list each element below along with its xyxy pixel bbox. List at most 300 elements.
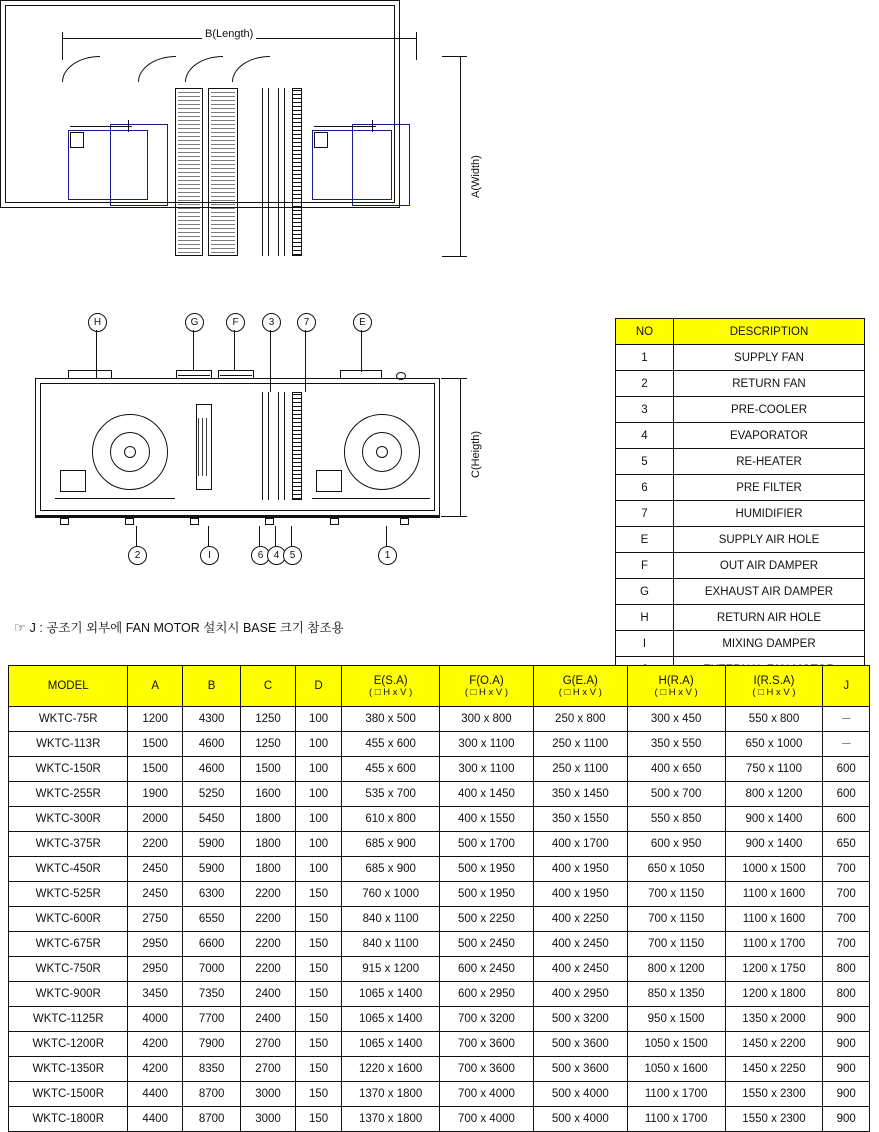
table-row — [9, 1007, 870, 1032]
spec-table — [8, 665, 870, 1132]
callout-G-leader — [193, 330, 194, 370]
legend-table — [615, 318, 865, 683]
cell-i: 1350 x 2000 — [725, 1007, 823, 1032]
table-row — [9, 1057, 870, 1082]
cell-model: WKTC-300R — [9, 807, 128, 832]
legend-desc: RETURN AIR HOLE — [674, 605, 865, 631]
legend-desc: HUMIDIFIER — [674, 501, 865, 527]
footnote-text: J : 공조기 외부에 FAN MOTOR 설치시 BASE 크기 참조용 — [29, 621, 344, 635]
humidifier-elev-hatch — [293, 393, 301, 499]
spec-col-d — [295, 666, 342, 707]
cell-d: 100 — [295, 757, 342, 782]
coil-line — [262, 392, 263, 500]
cell-f: 400 x 1450 — [440, 782, 534, 807]
table-row — [9, 957, 870, 982]
cell-j: 700 — [823, 932, 870, 957]
cell-g: 400 x 1950 — [533, 857, 627, 882]
cell-c: 2200 — [241, 957, 295, 982]
cell-d: 150 — [295, 982, 342, 1007]
legend-no: E — [616, 527, 674, 553]
callout-6: 6 — [251, 546, 270, 565]
legend-no: F — [616, 553, 674, 579]
table-row — [9, 932, 870, 957]
col-head-main: D — [314, 680, 323, 692]
table-row — [9, 1107, 870, 1132]
cell-b: 5450 — [182, 807, 240, 832]
cell-i: 650 x 1000 — [725, 732, 823, 757]
cell-b: 4600 — [182, 757, 240, 782]
cell-f: 700 x 4000 — [440, 1107, 534, 1132]
cell-a: 2450 — [128, 882, 182, 907]
cell-model: WKTC-1200R — [9, 1032, 128, 1057]
cell-h: 400 x 650 — [627, 757, 725, 782]
cell-f: 500 x 2250 — [440, 907, 534, 932]
cell-model: WKTC-375R — [9, 832, 128, 857]
table-row — [9, 1082, 870, 1107]
legend-desc: EXHAUST AIR DAMPER — [674, 579, 865, 605]
spec-col-h — [627, 666, 725, 707]
legend-desc: OUT AIR DAMPER — [674, 553, 865, 579]
table-row — [9, 757, 870, 782]
cell-model: WKTC-113R — [9, 732, 128, 757]
cell-c: 3000 — [241, 1082, 295, 1107]
cell-c: 1800 — [241, 857, 295, 882]
cell-i: 1450 x 2250 — [725, 1057, 823, 1082]
legend-desc: SUPPLY FAN — [674, 345, 865, 371]
cell-a: 1200 — [128, 707, 182, 732]
cell-e: 1065 x 1400 — [342, 1007, 440, 1032]
cell-g: 350 x 1450 — [533, 782, 627, 807]
callout-4-leader — [275, 526, 276, 546]
spec-col-g — [533, 666, 627, 707]
callout-E: E — [353, 313, 372, 332]
dim-height-ext-bottom — [441, 516, 454, 517]
legend-no: 1 — [616, 345, 674, 371]
callout-4: 4 — [267, 546, 286, 565]
callout-I: I — [200, 546, 219, 565]
legend-row — [616, 345, 865, 371]
spec-col-a — [128, 666, 182, 707]
cell-model: WKTC-525R — [9, 882, 128, 907]
col-head-main: G(E.A) — [562, 674, 598, 687]
cell-model: WKTC-450R — [9, 857, 128, 882]
cell-e: 760 x 1000 — [342, 882, 440, 907]
legend-desc: EVAPORATOR — [674, 423, 865, 449]
cell-g: 250 x 1100 — [533, 732, 627, 757]
legend-no: 6 — [616, 475, 674, 501]
supply-fan-base — [312, 498, 430, 499]
cell-b: 7000 — [182, 957, 240, 982]
cell-e: 1370 x 1800 — [342, 1107, 440, 1132]
cell-c: 2200 — [241, 907, 295, 932]
cell-model: WKTC-900R — [9, 982, 128, 1007]
cell-a: 1500 — [128, 732, 182, 757]
spec-col-model — [9, 666, 128, 707]
cell-j: 800 — [823, 982, 870, 1007]
cell-g: 250 x 800 — [533, 707, 627, 732]
cell-b: 7700 — [182, 1007, 240, 1032]
cell-c: 2200 — [241, 932, 295, 957]
cell-h: 1050 x 1600 — [627, 1057, 725, 1082]
partition-line — [284, 88, 285, 256]
dim-length-label: B(Length) — [202, 28, 256, 40]
col-head-sub: ( □ H x V ) — [654, 686, 698, 698]
cell-e: 1370 x 1800 — [342, 1082, 440, 1107]
legend-row — [616, 501, 865, 527]
spec-col-c — [241, 666, 295, 707]
legend-no: 3 — [616, 397, 674, 423]
legend-no: 4 — [616, 423, 674, 449]
legend-no: H — [616, 605, 674, 631]
cell-d: 150 — [295, 1057, 342, 1082]
cell-b: 6550 — [182, 907, 240, 932]
spec-col-j — [823, 666, 870, 707]
cell-j: 900 — [823, 1057, 870, 1082]
supply-fan-motor — [314, 132, 328, 148]
cell-j: 700 — [823, 882, 870, 907]
cell-d: 150 — [295, 932, 342, 957]
cell-model: WKTC-1350R — [9, 1057, 128, 1082]
cell-d: 150 — [295, 882, 342, 907]
cell-a: 2950 — [128, 957, 182, 982]
cell-h: 650 x 1050 — [627, 857, 725, 882]
cell-c: 1800 — [241, 807, 295, 832]
callout-I-leader — [208, 526, 209, 546]
cell-i: 1100 x 1600 — [725, 907, 823, 932]
cell-model: WKTC-1500R — [9, 1082, 128, 1107]
spec-table-body — [9, 707, 870, 1132]
legend-desc: MIXING DAMPER — [674, 631, 865, 657]
cell-h: 300 x 450 — [627, 707, 725, 732]
cell-a: 4200 — [128, 1032, 182, 1057]
cell-g: 400 x 2250 — [533, 907, 627, 932]
cell-g: 400 x 2450 — [533, 932, 627, 957]
dim-ext-right — [416, 44, 417, 60]
cell-j: 800 — [823, 957, 870, 982]
col-head-sub: ( □ H x V ) — [752, 686, 796, 698]
cell-j: 900 — [823, 1082, 870, 1107]
cell-e: 1065 x 1400 — [342, 982, 440, 1007]
base-foot — [60, 518, 69, 525]
coil-line — [268, 392, 269, 500]
supply-fan-mount — [372, 120, 373, 132]
cell-a: 1500 — [128, 757, 182, 782]
base-foot — [190, 518, 199, 525]
table-row — [9, 732, 870, 757]
cell-f: 700 x 4000 — [440, 1082, 534, 1107]
cell-b: 8700 — [182, 1107, 240, 1132]
legend-row — [616, 605, 865, 631]
cell-g: 400 x 2450 — [533, 957, 627, 982]
cell-f: 300 x 1100 — [440, 757, 534, 782]
legend-row — [616, 475, 865, 501]
cell-c: 1250 — [241, 707, 295, 732]
legend-row — [616, 449, 865, 475]
spec-header-row — [9, 666, 870, 707]
cell-f: 500 x 2450 — [440, 932, 534, 957]
cell-g: 250 x 1100 — [533, 757, 627, 782]
pointing-hand-icon: ☞ — [14, 620, 26, 635]
cell-f: 300 x 800 — [440, 707, 534, 732]
return-fan-base — [55, 498, 175, 499]
supply-fan-shaft — [314, 126, 376, 127]
cell-g: 500 x 3600 — [533, 1032, 627, 1057]
cell-g: 350 x 1550 — [533, 807, 627, 832]
legend-row — [616, 579, 865, 605]
return-fan-mount — [128, 120, 129, 132]
cell-b: 4300 — [182, 707, 240, 732]
legend-no: 2 — [616, 371, 674, 397]
cell-e: 455 x 600 — [342, 757, 440, 782]
cell-model: WKTC-75R — [9, 707, 128, 732]
cell-j: 600 — [823, 782, 870, 807]
base-foot — [265, 518, 274, 525]
cell-g: 400 x 1700 — [533, 832, 627, 857]
cell-d: 100 — [295, 782, 342, 807]
callout-5-leader — [291, 526, 292, 546]
dim-height-label: C(Heigth) — [470, 430, 482, 478]
table-row — [9, 882, 870, 907]
cell-model: WKTC-255R — [9, 782, 128, 807]
cell-b: 4600 — [182, 732, 240, 757]
col-head-sub: ( □ H x V ) — [558, 686, 602, 698]
cell-j: 650 — [823, 832, 870, 857]
cell-f: 500 x 1950 — [440, 857, 534, 882]
cell-d: 150 — [295, 1032, 342, 1057]
cell-g: 400 x 2950 — [533, 982, 627, 1007]
table-row — [9, 857, 870, 882]
legend-row — [616, 423, 865, 449]
cell-f: 600 x 2450 — [440, 957, 534, 982]
cell-e: 915 x 1200 — [342, 957, 440, 982]
cell-g: 500 x 4000 — [533, 1082, 627, 1107]
coil-bank-2-hatch — [211, 91, 235, 253]
table-row — [9, 707, 870, 732]
col-head-sub: ( □ H x V ) — [464, 686, 509, 698]
cell-f: 400 x 1550 — [440, 807, 534, 832]
cell-a: 2450 — [128, 857, 182, 882]
return-fan-hub — [124, 446, 136, 458]
cell-h: 500 x 700 — [627, 782, 725, 807]
base-foot — [125, 518, 134, 525]
cell-j: 700 — [823, 857, 870, 882]
cell-h: 700 x 1150 — [627, 882, 725, 907]
spec-col-i — [725, 666, 823, 707]
cell-j: － — [823, 732, 870, 757]
cell-h: 600 x 950 — [627, 832, 725, 857]
table-row — [9, 832, 870, 857]
cell-c: 2200 — [241, 882, 295, 907]
cell-i: 1200 x 1800 — [725, 982, 823, 1007]
cell-d: 150 — [295, 1007, 342, 1032]
cell-g: 400 x 1950 — [533, 882, 627, 907]
cell-d: 100 — [295, 832, 342, 857]
legend-desc: RE-HEATER — [674, 449, 865, 475]
cell-g: 500 x 3600 — [533, 1057, 627, 1082]
cell-b: 7350 — [182, 982, 240, 1007]
supply-air-hole — [340, 370, 382, 379]
base-foot — [400, 518, 409, 525]
cell-j: 900 — [823, 1107, 870, 1132]
supply-fan-motor-elev — [316, 470, 342, 492]
cell-i: 750 x 1100 — [725, 757, 823, 782]
cell-d: 100 — [295, 857, 342, 882]
cell-b: 5900 — [182, 832, 240, 857]
cell-d: 100 — [295, 707, 342, 732]
dim-width-tick-bottom — [454, 256, 467, 257]
cell-f: 700 x 3600 — [440, 1032, 534, 1057]
col-head-main: F(O.A) — [469, 674, 504, 687]
cell-i: 1450 x 2200 — [725, 1032, 823, 1057]
cell-d: 150 — [295, 957, 342, 982]
cell-i: 1550 x 2300 — [725, 1082, 823, 1107]
callout-1: 1 — [378, 546, 397, 565]
callout-G: G — [185, 313, 204, 332]
cell-i: 800 x 1200 — [725, 782, 823, 807]
col-head-main: C — [263, 680, 273, 692]
cell-b: 6600 — [182, 932, 240, 957]
cell-f: 300 x 1100 — [440, 732, 534, 757]
cell-h: 800 x 1200 — [627, 957, 725, 982]
dim-height-ext-top — [441, 378, 454, 379]
cell-a: 2200 — [128, 832, 182, 857]
plan-view — [0, 0, 482, 208]
dim-width-ext-top — [442, 56, 454, 57]
table-row — [9, 907, 870, 932]
col-head-main: B — [207, 680, 216, 692]
cell-model: WKTC-600R — [9, 907, 128, 932]
cell-e: 455 x 600 — [342, 732, 440, 757]
cell-a: 2950 — [128, 932, 182, 957]
cell-model: WKTC-1800R — [9, 1107, 128, 1132]
legend-desc: SUPPLY AIR HOLE — [674, 527, 865, 553]
cell-j: 900 — [823, 1032, 870, 1057]
cell-h: 700 x 1150 — [627, 907, 725, 932]
cell-j: 600 — [823, 807, 870, 832]
cell-a: 1900 — [128, 782, 182, 807]
cell-d: 100 — [295, 807, 342, 832]
cell-f: 700 x 3200 — [440, 1007, 534, 1032]
table-row — [9, 982, 870, 1007]
callout-5: 5 — [283, 546, 302, 565]
coil-line — [284, 392, 285, 500]
roof-penetration — [396, 372, 406, 380]
legend-row — [616, 371, 865, 397]
cell-h: 950 x 1500 — [627, 1007, 725, 1032]
footnote — [14, 618, 344, 636]
cell-c: 3000 — [241, 1107, 295, 1132]
humidifier-hatch — [293, 89, 301, 255]
cell-h: 1100 x 1700 — [627, 1107, 725, 1132]
cell-e: 535 x 700 — [342, 782, 440, 807]
cell-g: 500 x 4000 — [533, 1107, 627, 1132]
cell-d: 150 — [295, 1107, 342, 1132]
out-damper-blade — [220, 375, 252, 376]
cell-i: 550 x 800 — [725, 707, 823, 732]
callout-1-leader — [386, 526, 387, 546]
callout-7: 7 — [297, 313, 316, 332]
col-head-main: H(R.A) — [658, 674, 694, 687]
callout-2-leader — [136, 526, 137, 546]
legend-row — [616, 397, 865, 423]
legend-row — [616, 631, 865, 657]
dim-width-ext-bottom — [442, 256, 454, 257]
cell-i: 900 x 1400 — [725, 832, 823, 857]
cell-c: 1800 — [241, 832, 295, 857]
cell-h: 550 x 850 — [627, 807, 725, 832]
cell-f: 700 x 3600 — [440, 1057, 534, 1082]
cell-i: 1000 x 1500 — [725, 857, 823, 882]
cell-h: 350 x 550 — [627, 732, 725, 757]
col-head-main: A — [151, 680, 160, 692]
cell-a: 4400 — [128, 1082, 182, 1107]
cell-b: 7900 — [182, 1032, 240, 1057]
cell-f: 600 x 2950 — [440, 982, 534, 1007]
dim-width-label: A(Width) — [470, 155, 482, 198]
legend-no: 5 — [616, 449, 674, 475]
partition-line — [268, 88, 269, 256]
legend-header-desc: DESCRIPTION — [674, 319, 865, 345]
cell-i: 1550 x 2300 — [725, 1107, 823, 1132]
cell-h: 850 x 1350 — [627, 982, 725, 1007]
cell-c: 2700 — [241, 1032, 295, 1057]
return-air-hole — [68, 370, 112, 379]
legend-desc: PRE-COOLER — [674, 397, 865, 423]
dim-width-tick-top — [454, 56, 467, 57]
cell-model: WKTC-1125R — [9, 1007, 128, 1032]
cell-i: 1100 x 1600 — [725, 882, 823, 907]
legend-row — [616, 527, 865, 553]
col-head-main: E(S.A) — [373, 674, 408, 687]
cell-b: 5900 — [182, 857, 240, 882]
table-row — [9, 1032, 870, 1057]
cell-j: － — [823, 707, 870, 732]
cell-c: 1600 — [241, 782, 295, 807]
dim-height-tick-top — [454, 378, 467, 379]
cell-f: 500 x 1950 — [440, 882, 534, 907]
cell-i: 1100 x 1700 — [725, 932, 823, 957]
cell-model: WKTC-150R — [9, 757, 128, 782]
legend-row — [616, 553, 865, 579]
cell-i: 900 x 1400 — [725, 807, 823, 832]
cell-g: 500 x 3200 — [533, 1007, 627, 1032]
callout-6-leader — [259, 526, 260, 546]
cell-e: 1220 x 1600 — [342, 1057, 440, 1082]
cell-a: 2000 — [128, 807, 182, 832]
cell-f: 500 x 1700 — [440, 832, 534, 857]
dim-height-line — [460, 378, 461, 516]
cell-i: 1200 x 1750 — [725, 957, 823, 982]
cell-model: WKTC-750R — [9, 957, 128, 982]
callout-2: 2 — [128, 546, 147, 565]
cell-e: 610 x 800 — [342, 807, 440, 832]
cell-e: 685 x 900 — [342, 857, 440, 882]
cell-e: 685 x 900 — [342, 832, 440, 857]
cell-d: 150 — [295, 1082, 342, 1107]
coil-bank-1-hatch — [178, 91, 200, 253]
spec-col-b — [182, 666, 240, 707]
cell-b: 6300 — [182, 882, 240, 907]
dim-height-tick-bottom — [454, 516, 467, 517]
return-fan-motor — [70, 132, 84, 148]
return-fan-motor-elev — [60, 470, 86, 492]
callout-H: H — [88, 313, 107, 332]
return-fan-housing — [110, 124, 168, 206]
legend-no: I — [616, 631, 674, 657]
coil-line — [278, 392, 279, 500]
spec-col-e — [342, 666, 440, 707]
cell-j: 900 — [823, 1007, 870, 1032]
